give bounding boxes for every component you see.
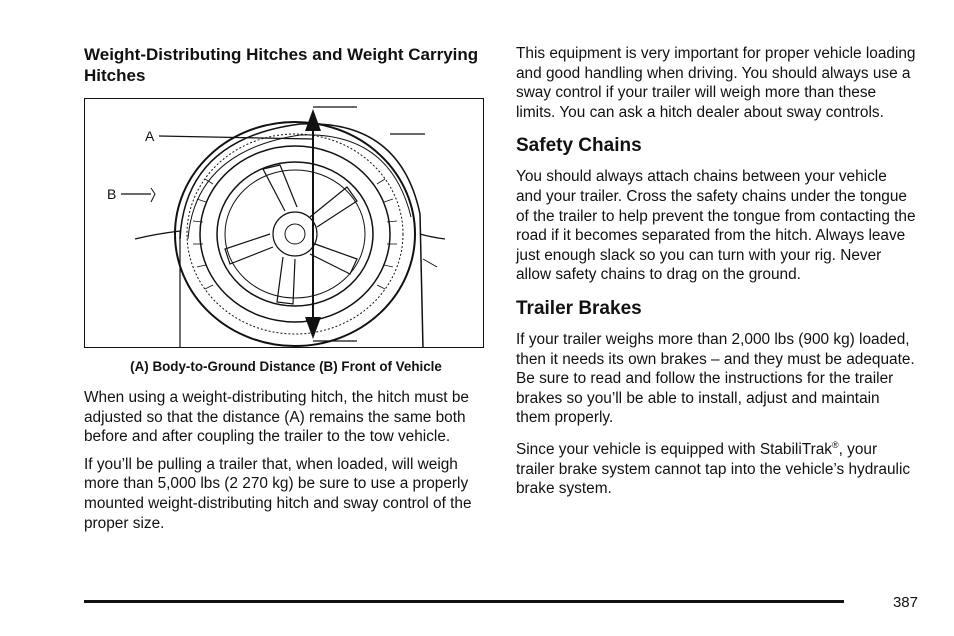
registered-mark: ® [831, 439, 839, 450]
section-heading-hitches: Weight-Distributing Hitches and Weight Carrying Hitches [84, 45, 479, 85]
stabilitrak-text-post: , your trailer brake system cannot tap into the vehicle’s hydraulic brake system. [516, 441, 911, 498]
paragraph-hitch-weight: If you’ll be pulling a trailer that, when loaded, will weigh more than 5,000 lbs (2 270 kg) be sure to use a properly mounted weight-distributing hitch and sway control of the proper size. [84, 455, 472, 532]
page-number: 387 [892, 594, 918, 611]
figure-caption: (A) Body-to-Ground Distance (B) Front of Vehicle [130, 359, 442, 374]
wheel-diagram [85, 99, 484, 348]
paragraph-safety-chains: You should always attach chains between your vehicle and your trailer. Cross the safety chains under the tongue of the trailer to help prevent the tongue from contacting the road if it becomes separated from the hitch. Always leave just enough slack so you can turn with your rig. Never allow safety chains to drag on the ground. [516, 168, 916, 284]
stabilitrak-text-pre: Since your vehicle is equipped with StabiliTrak [516, 441, 832, 459]
paragraph-sway-control: This equipment is very important for proper vehicle loading and good handling when driving. You should always use a sway control if your trailer will weigh more than these limits. You can ask a hitch dealer about sway controls. [516, 45, 916, 121]
section-heading-trailer-brakes: Trailer Brakes [516, 297, 642, 319]
paragraph-stabilitrak [516, 436, 916, 499]
footer-rule [84, 600, 844, 603]
left-column [84, 44, 488, 541]
wheel-diagram-figure [84, 98, 484, 348]
paragraph-trailer-brakes: If your trailer weighs more than 2,000 lbs (900 kg) loaded, then it needs its own brakes – and they must be adequate. Be sure to read and follow the instructions for the trailer brakes so you’ll be able to install, adjust and maintain them properly. [516, 330, 915, 427]
label-b: B [107, 186, 117, 202]
right-column [516, 44, 916, 507]
label-a: A [145, 128, 155, 144]
section-heading-safety-chains: Safety Chains [516, 135, 642, 157]
paragraph-hitch-adjust: When using a weight-distributing hitch, the hitch must be adjusted so that the distance (A) remains the same both before and after coupling the trailer to the tow vehicle. [84, 389, 469, 446]
